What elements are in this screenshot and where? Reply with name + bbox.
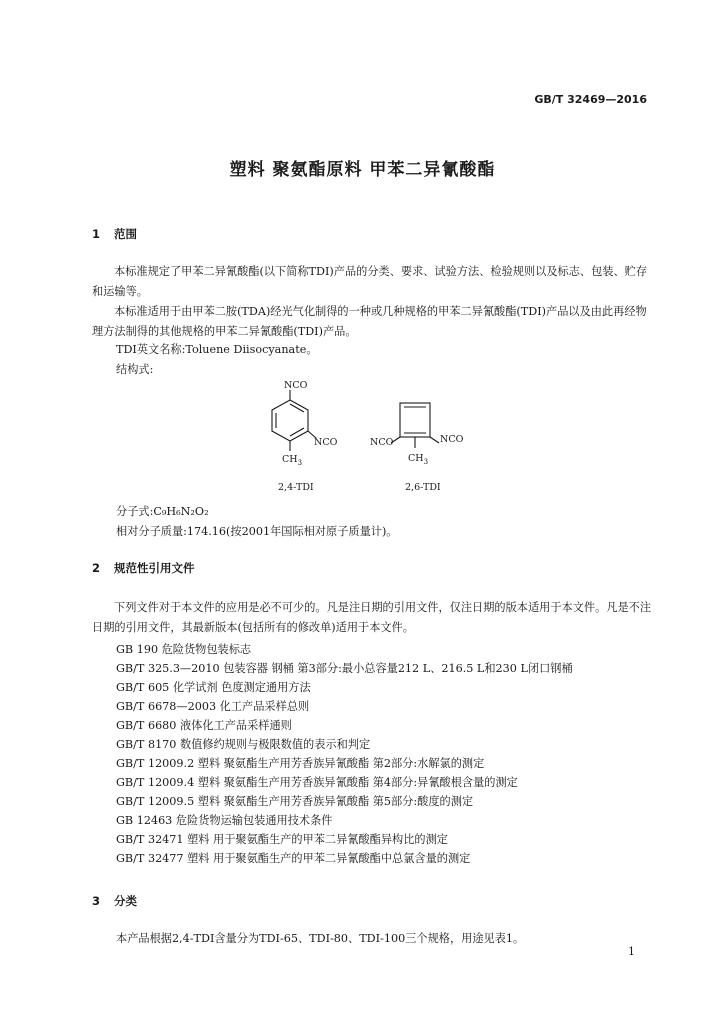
reference-item: GB 12463 危险货物运输包装通用技术条件 xyxy=(116,814,333,827)
document-title: 塑料 聚氨酯原料 甲苯二异氰酸酯 xyxy=(229,160,496,180)
tdi-26-right-group: NCO xyxy=(440,434,464,445)
section-number: 3 xyxy=(92,894,101,908)
tdi-24-side-group: NCO xyxy=(314,437,338,448)
scope-paragraph-2: 本标准适用于由甲苯二胺(TDA)经光气化制得的一种或几种规格的甲苯二异氰酸酯(TDI)产品以及由此再经物理方法制得的其他规格的甲苯二异氰酸酯(TDI)产品。 xyxy=(92,305,647,338)
reference-item: GB/T 6680 液体化工产品采样通则 xyxy=(116,719,292,732)
section-number: 1 xyxy=(92,227,101,241)
section-1-heading xyxy=(92,226,137,242)
standard-code: GB/T 32469—2016 xyxy=(534,93,647,106)
english-name: TDI英文名称:Toluene Diisocyanate。 xyxy=(116,343,318,356)
tdi-24-structure xyxy=(272,390,316,451)
tdi-26-bottom-group: $CH_3$ xyxy=(408,453,429,466)
reference-item: GB/T 12009.4 塑料 聚氨酯生产用芳香族异氰酸酯 第4部分:异氰酸根含量的测定 xyxy=(116,776,518,789)
structural-formulas xyxy=(260,375,500,495)
reference-item: GB/T 8170 数值修约规则与极限数值的表示和判定 xyxy=(116,738,371,751)
reference-item: GB/T 32471 塑料 用于聚氨酯生产的甲苯二异氰酸酯异构比的测定 xyxy=(116,833,448,846)
page-number: 1 xyxy=(628,945,635,958)
tdi-24-top-group: NCO xyxy=(284,380,308,391)
reference-item: GB/T 605 化学试剂 色度测定通用方法 xyxy=(116,681,311,694)
molecular-weight: 相对分子质量:174.16(按2001年国际相对原子质量计)。 xyxy=(116,525,398,538)
structure-label: 结构式: xyxy=(116,363,154,376)
reference-item: GB/T 12009.5 塑料 聚氨酯生产用芳香族异氰酸酯 第5部分:酸度的测定 xyxy=(116,795,474,808)
reference-item: GB/T 6678—2003 化工产品采样总则 xyxy=(116,700,310,713)
section-number: 2 xyxy=(92,561,101,575)
reference-item: GB 190 危险货物包装标志 xyxy=(116,643,252,656)
section-title: 规范性引用文件 xyxy=(114,561,195,575)
section-title: 分类 xyxy=(114,894,137,908)
tdi-26-caption: 2,6-TDI xyxy=(405,482,441,493)
reference-item: GB/T 12009.2 塑料 聚氨酯生产用芳香族异氰酸酯 第2部分:水解氯的测定 xyxy=(116,757,485,770)
molecular-formula: 分子式:C₉H₆N₂O₂ xyxy=(116,505,209,518)
references-intro: 下列文件对于本文件的应用是必不可少的。凡是注日期的引用文件，仅注日期的版本适用于本文件。凡是不注日期的引用文件，其最新版本(包括所有的修改单)适用于本文件。 xyxy=(92,601,652,634)
section-2-heading xyxy=(92,560,195,576)
section-title: 范围 xyxy=(114,227,137,241)
reference-item: GB/T 32477 塑料 用于聚氨酯生产的甲苯二异氰酸酯中总氯含量的测定 xyxy=(116,852,471,865)
tdi-24-caption: 2,4-TDI xyxy=(278,482,314,493)
scope-paragraph-1: 本标准规定了甲苯二异氰酸酯(以下简称TDI)产品的分类、要求、试验方法、检验规则以及标志、包装、贮存和运输等。 xyxy=(92,265,648,298)
section-3-heading xyxy=(92,893,137,909)
classification-text: 本产品根据2,4-TDI含量分为TDI-65、TDI-80、TDI-100三个规格，用途见表1。 xyxy=(116,932,525,945)
reference-item: GB/T 325.3—2010 包装容器 钢桶 第3部分:最小总容量212 L、216.5 L和230 L闭口钢桶 xyxy=(116,662,573,675)
tdi-24-bottom-group: $CH_3$ xyxy=(282,454,303,467)
tdi-26-left-group: NCO xyxy=(370,437,394,448)
tdi-26-structure xyxy=(391,403,439,448)
